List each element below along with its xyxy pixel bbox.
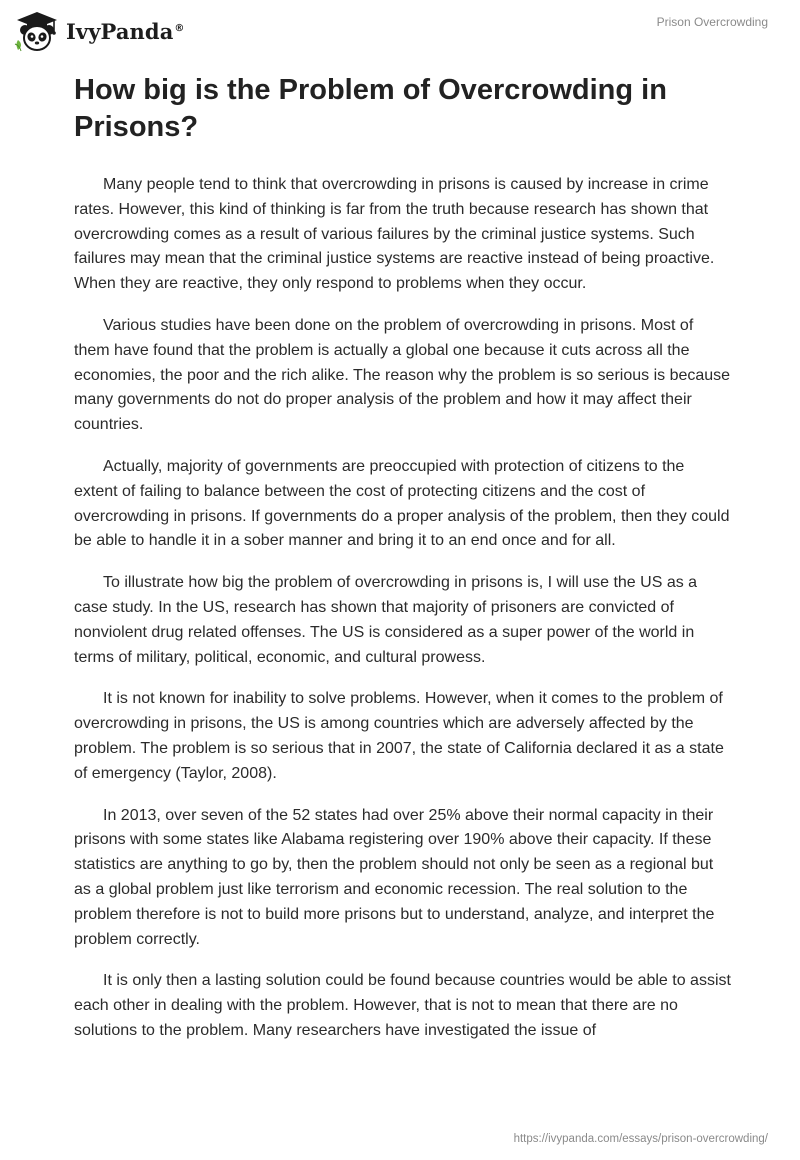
paragraph: Actually, majority of governments are preoccupied with protection of citizens to the extent of failing to balance between the cost of protecting citizens and the cost of overcrowding in prisons. If governments do a proper analysis of the problem, then they could be able to handle it in a sober manner and bring it to an end once and for all.: [74, 457, 730, 550]
source-url-link[interactable]: https://ivypanda.com/essays/prison-overcrowding/: [513, 1133, 768, 1145]
paragraph: To illustrate how big the problem of overcrowding in prisons is, I will use the US as a case study. In the US, research has shown that majority of prisoners are convicted of nonviolent drug related offenses. The US is considered as a super power of the world in terms of military, political, economic, and cultural prowess.: [74, 574, 698, 666]
panda-graduation-cap-icon: [14, 10, 60, 52]
logo-wordmark: IvyPanda®: [66, 18, 185, 44]
page-title: How big is the Problem of Overcrowding in Prisons?: [74, 74, 667, 143]
document-label: Prison Overcrowding: [656, 15, 768, 29]
ivypanda-logo[interactable]: [14, 10, 185, 52]
page-header: [0, 0, 800, 60]
registered-mark: ®: [174, 22, 185, 34]
essay-body: [74, 173, 732, 1061]
paragraph: It is only then a lasting solution could be found because countries would be able to assist each other in dealing with the problem. However, that is not to mean that there are no solutions to the problem. Many researchers have investigated the issue of: [74, 972, 731, 1039]
paragraph: Various studies have been done on the problem of overcrowding in prisons. Most of them have found that the problem is actually a global one because it cuts across all the economies, the poor and the rich alike. The reason why the problem is so serious is because many governments do not do proper analysis of the problem and how it may affect their countries.: [74, 316, 731, 434]
paragraph: It is not known for inability to solve problems. However, when it comes to the problem of overcrowding in prisons, the US is among countries which are adversely affected by the problem. The problem is so serious that in 2007, the state of California declared it as a state of emergency (Taylor, 2008).: [74, 690, 724, 782]
paragraph: In 2013, over seven of the 52 states had over 25% above their normal capacity in their prisons with some states like Alabama registering over 190% above their capacity. If these statistics are anything to go by, then the problem should not only be seen as a regional but as a global problem just like terrorism and economic recession. The real solution to the problem therefore is not to build more prisons but to understand, analyze, and interpret the problem correctly.: [74, 806, 715, 948]
paragraph: Many people tend to think that overcrowding in prisons is caused by increase in crime rates. However, this kind of thinking is far from the truth because research has shown that overcrowding comes as a result of various failures by the criminal justice systems. Such failures may mean that the criminal justice systems are reactive instead of being proactive. When they are reactive, they only respond to problems when they occur.: [74, 176, 715, 293]
